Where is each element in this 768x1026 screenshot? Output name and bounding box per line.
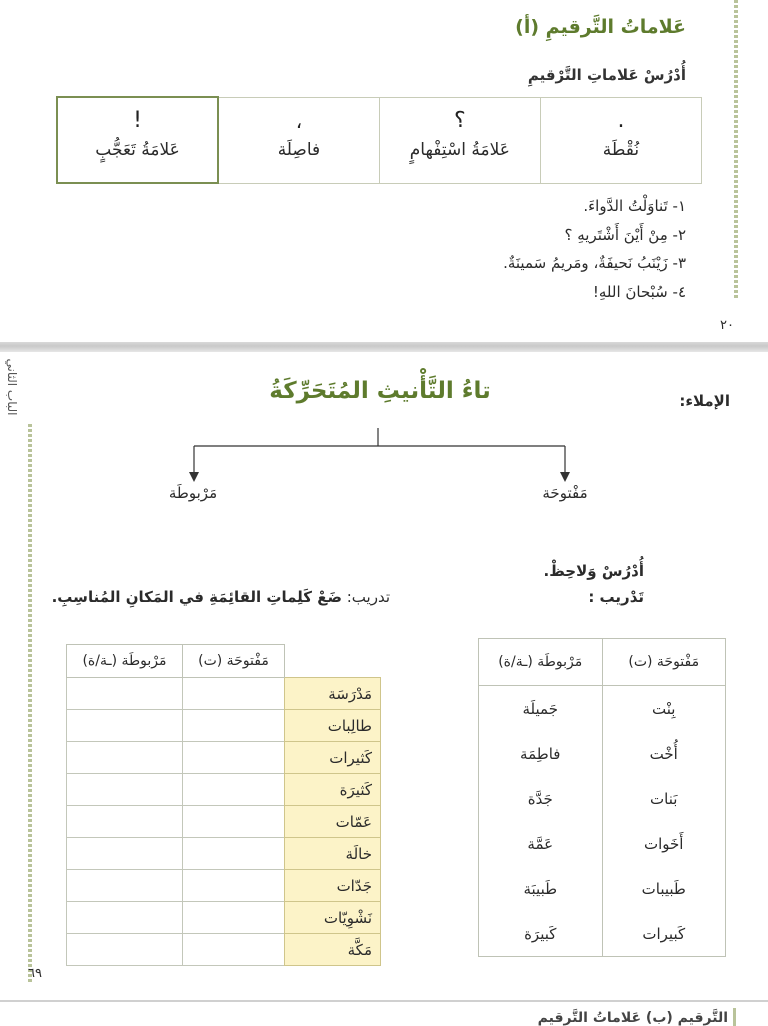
punctuation-marks-table: [56, 96, 702, 184]
next-page-peek: [0, 1000, 768, 1026]
table-cell: فاطِمَة: [479, 731, 603, 776]
study-instruction: أُدْرُسْ وَلاحِظْ.: [543, 562, 644, 580]
word-list-item: مَدْرَسَة: [285, 678, 381, 710]
answer-cell-open[interactable]: [183, 806, 285, 838]
answer-cell-open[interactable]: [183, 710, 285, 742]
table-cell: كَبيرات: [602, 911, 726, 957]
mark-cell-question: [379, 97, 540, 183]
column-header-open-t: مَفْتوحَة (ت): [183, 645, 285, 678]
table-row: [479, 821, 726, 866]
top-page: [0, 0, 768, 342]
exercise-row: [67, 742, 381, 774]
instruction: أُدْرُسْ عَلاماتِ التَّرْقيمِ: [527, 66, 686, 84]
word-list-item: كَثيرَة: [285, 774, 381, 806]
answer-cell-tied[interactable]: [67, 838, 183, 870]
table-row: [479, 911, 726, 957]
answer-cell-tied[interactable]: [67, 902, 183, 934]
table-cell: طَبيبات: [602, 866, 726, 911]
word-list-item: كَثيرات: [285, 742, 381, 774]
answer-cell-tied[interactable]: [67, 934, 183, 966]
period-mark: .: [617, 107, 625, 133]
answer-cell-open[interactable]: [183, 902, 285, 934]
table-cell: أُخْت: [602, 731, 726, 776]
section-label: الإملاء:: [679, 392, 730, 410]
example-words-table: [478, 638, 726, 957]
training-label: تَدْريب :: [588, 588, 644, 606]
table-row: [479, 731, 726, 776]
example-line: ٢- مِنْ أَيْنَ أَشْتَريهِ ؟: [564, 225, 686, 244]
word-list-item: طالِبات: [285, 710, 381, 742]
word-list-item: خالَة: [285, 838, 381, 870]
answer-cell-tied[interactable]: [67, 742, 183, 774]
mark-name: عَلامَةُ تَعَجُّبٍ: [95, 140, 180, 160]
answer-cell-open[interactable]: [183, 870, 285, 902]
branch-tied-label: مَرْبوطَة: [168, 484, 218, 502]
exercise-row: [67, 838, 381, 870]
word-list-item: عَمّات: [285, 806, 381, 838]
answer-cell-open[interactable]: [183, 934, 285, 966]
next-page-title: التَّرقيمِ (ب) عَلاماتُ التَّرقيمِ: [537, 1010, 728, 1026]
exercise-row: [67, 774, 381, 806]
example-line: ٣- زَيْنَبُ نَحيفَةٌ، ومَريمُ سَمينَةٌ.: [503, 254, 686, 272]
exercise-table: [66, 644, 381, 966]
exercise-text: ضَعْ كَلِماتِ القائِمَةِ في المَكانِ المُناسِبِ.: [51, 588, 342, 606]
mark-cell-exclamation: [57, 97, 218, 183]
table-row: [479, 686, 726, 732]
bottom-page: [0, 352, 768, 1024]
table-cell: عَمَّة: [479, 821, 603, 866]
comma-mark: ،: [295, 108, 303, 133]
table-cell: طَبيبَة: [479, 866, 603, 911]
mark-cell-comma: [218, 97, 379, 183]
word-list-header: [285, 645, 381, 678]
page-edge-decoration: [734, 0, 738, 298]
page-number: ٢٠: [720, 318, 734, 333]
page-gutter: [0, 342, 768, 352]
exercise-row: [67, 710, 381, 742]
answer-cell-open[interactable]: [183, 742, 285, 774]
table-cell: بَنات: [602, 776, 726, 821]
answer-cell-open[interactable]: [183, 774, 285, 806]
mark-name: فاصِلَة: [277, 139, 321, 160]
table-cell: أَخَوات: [602, 821, 726, 866]
branch-diagram: [180, 426, 600, 486]
answer-cell-tied[interactable]: [67, 870, 183, 902]
exercise-row: [67, 678, 381, 710]
mark-cell-period: [540, 97, 701, 183]
table-cell: جَدَّة: [479, 776, 603, 821]
page-number: ٦٩: [28, 966, 42, 981]
lesson-title: عَلاماتُ التَّرقيمِ (أ): [515, 16, 686, 38]
answer-cell-tied[interactable]: [67, 774, 183, 806]
answer-cell-open[interactable]: [183, 678, 285, 710]
table-cell: كَبيرَة: [479, 911, 603, 957]
question-mark: ؟: [453, 107, 466, 133]
column-header-tied-t: مَرْبوطَة (ـة/ة): [479, 639, 603, 686]
examples-list: [503, 192, 686, 306]
exclamation-mark: !: [133, 108, 142, 133]
exercise-row: [67, 870, 381, 902]
chapter-side-label: الباب الثاني: [5, 358, 19, 416]
exercise-row: [67, 934, 381, 966]
exercise-row: [67, 806, 381, 838]
exercise-label: تدريب:: [346, 588, 390, 606]
column-header-tied-t: مَرْبوطَة (ـة/ة): [67, 645, 183, 678]
word-list-item: جَدّات: [285, 870, 381, 902]
table-cell: بِنْت: [602, 686, 726, 732]
exercise-row: [67, 902, 381, 934]
mark-name: نُقْطَة: [602, 139, 640, 160]
branch-open-label: مَفْتوحَة: [542, 484, 588, 502]
table-cell: جَميلَة: [479, 686, 603, 732]
example-line: ٤- سُبْحانَ اللهِ!: [592, 282, 686, 301]
table-row: [479, 776, 726, 821]
table-row: [479, 866, 726, 911]
exercise-instruction: [52, 588, 390, 606]
word-list-item: نَشْوِيّات: [285, 902, 381, 934]
answer-cell-tied[interactable]: [67, 710, 183, 742]
answer-cell-tied[interactable]: [67, 678, 183, 710]
lesson-title: تاءُ التَّأْنيثِ المُتَحَرِّكَةُ: [269, 378, 491, 404]
column-header-open-t: مَفْتوحَة (ت): [602, 639, 726, 686]
word-list-item: مَكَّة: [285, 934, 381, 966]
page-edge-decoration: [28, 424, 32, 984]
mark-name: عَلامَةُ اسْتِفْهامٍ: [409, 139, 510, 160]
answer-cell-open[interactable]: [183, 838, 285, 870]
page-edge-decoration: [733, 1008, 736, 1026]
answer-cell-tied[interactable]: [67, 806, 183, 838]
example-line: ١- تَناوَلْتُ الدَّواءَ.: [583, 197, 686, 215]
